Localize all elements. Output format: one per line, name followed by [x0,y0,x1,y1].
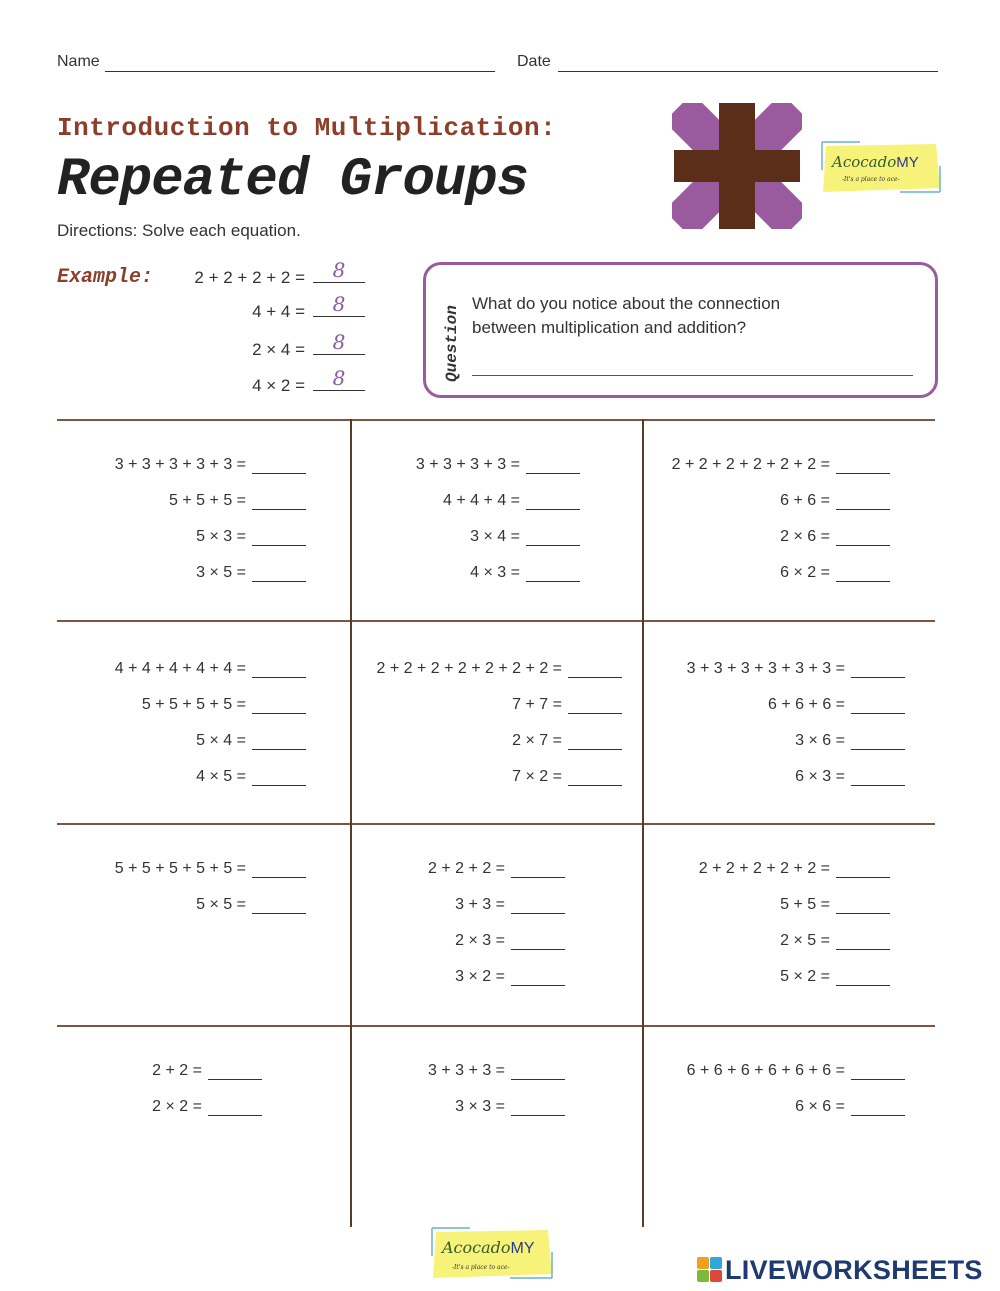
answer-blank[interactable] [252,699,306,714]
equation-row [196,732,306,750]
liveworksheets-icon [697,1257,723,1283]
answer-blank[interactable] [836,863,890,878]
liveworksheets-brand: LIVEWORKSHEETS [725,1255,983,1285]
answer-blank[interactable] [836,495,890,510]
equation-row [795,1098,905,1116]
grid-hline [57,823,935,825]
equation-row [443,492,580,510]
equation-text: 6 + 6 = [780,492,830,509]
equation-row [152,1062,262,1080]
equation-row [142,696,306,714]
equation-row [455,1098,565,1116]
answer-blank[interactable] [851,663,905,678]
logo-text-a: Acocado [832,153,897,171]
answer-blank[interactable] [851,1101,905,1116]
equation-text: 6 + 6 + 6 = [768,696,845,713]
subtitle: Introduction to Multiplication: [57,113,557,143]
directions: Directions: Solve each equation. [57,221,301,240]
equation-row [169,492,306,510]
name-field[interactable] [105,71,495,72]
answer-blank[interactable] [836,899,890,914]
question-text-line2: between multiplication and addition? [472,318,747,337]
equation-text: 3 × 4 = [470,528,520,545]
example-answer: 8 [313,260,365,283]
equation-text: 2 × 6 = [780,528,830,545]
equation-row [196,896,306,914]
answer-blank[interactable] [836,531,890,546]
answer-blank[interactable] [568,735,622,750]
example-label: Example: [57,266,154,289]
equation-row [428,1062,565,1080]
equation-row [115,456,306,474]
equation-row [795,768,905,786]
equation-row [768,696,905,714]
answer-blank[interactable] [851,735,905,750]
equation-text: 2 × 5 = [780,932,830,949]
equation-text: 3 × 2 = [455,968,505,985]
answer-blank[interactable] [252,863,306,878]
equation-text: 2 + 2 + 2 = [428,860,505,877]
equation-row [512,768,622,786]
equation-text: 2 + 2 + 2 + 2 + 2 + 2 = [671,456,830,473]
answer-blank[interactable] [851,1065,905,1080]
answer-blank[interactable] [252,531,306,546]
equation-row [780,492,890,510]
equation-text: 3 + 3 + 3 + 3 + 3 + 3 = [686,660,845,677]
answer-blank[interactable] [851,771,905,786]
answer-blank[interactable] [836,971,890,986]
equation-text: 3 + 3 + 3 + 3 = [415,456,520,473]
equation-text: 5 × 3 = [196,528,246,545]
answer-blank[interactable] [252,663,306,678]
example-answer: 8 [313,368,365,391]
example-answer: 8 [313,294,365,317]
logo-text-a: Acocado [442,1238,511,1257]
equation-row [780,896,890,914]
equation-text: 7 × 2 = [512,768,562,785]
answer-blank[interactable] [511,971,565,986]
equation-row [795,732,905,750]
answer-blank[interactable] [836,459,890,474]
answer-blank[interactable] [526,531,580,546]
example-equation: 2 + 2 + 2 + 2 = [194,268,305,287]
equation-row [780,932,890,950]
equation-row [455,896,565,914]
answer-blank[interactable] [252,495,306,510]
brand-logo [820,140,942,196]
grid-hline [57,1025,935,1027]
answer-blank[interactable] [208,1101,262,1116]
equation-row [416,456,580,474]
equation-row [780,564,890,582]
equation-row [512,696,622,714]
equation-row [196,768,306,786]
equation-text: 3 × 3 = [455,1098,505,1115]
equation-text: 4 + 4 + 4 = [443,492,520,509]
answer-blank[interactable] [252,735,306,750]
equation-row [455,932,565,950]
equation-row [377,660,622,678]
answer-blank[interactable] [526,495,580,510]
grid-hline [57,620,935,622]
grid-vline [350,419,352,1227]
equation-text: 4 × 3 = [470,564,520,581]
equation-text: 6 + 6 + 6 + 6 + 6 + 6 = [686,1062,845,1079]
equation-row [699,860,890,878]
logo-text-b: MY [896,154,919,171]
answer-blank[interactable] [836,935,890,950]
equation-row [687,660,905,678]
example-equation: 4 × 2 = [252,376,305,395]
answer-blank[interactable] [252,899,306,914]
equation-text: 3 + 3 = [455,896,505,913]
answer-blank[interactable] [511,863,565,878]
example-equation: 4 + 4 = [252,302,305,321]
equation-row [780,528,890,546]
example-equation: 2 × 4 = [252,340,305,359]
answer-blank[interactable] [252,771,306,786]
name-label: Name [57,53,100,70]
equation-row [455,968,565,986]
equation-row [115,860,306,878]
equation-row [470,528,580,546]
equation-text: 5 + 5 = [780,896,830,913]
equation-text: 2 + 2 + 2 + 2 + 2 = [698,860,830,877]
footer-logo [430,1226,554,1282]
answer-blank[interactable] [526,459,580,474]
equation-text: 6 × 2 = [780,564,830,581]
equation-text: 2 × 2 = [152,1098,202,1115]
question-text-line1: What do you notice about the connection [472,294,781,313]
equation-text: 7 + 7 = [512,696,562,713]
equation-text: 5 + 5 + 5 + 5 = [141,696,246,713]
answer-blank[interactable] [511,1101,565,1116]
answer-blank[interactable] [208,1065,262,1080]
question-answer-field[interactable] [472,375,913,376]
equation-text: 2 + 2 + 2 + 2 + 2 + 2 + 2 = [376,660,562,677]
equation-text: 5 + 5 + 5 = [169,492,246,509]
answer-blank[interactable] [511,899,565,914]
equation-row [196,528,306,546]
equation-text: 4 + 4 + 4 + 4 + 4 = [114,660,246,677]
equation-text: 5 + 5 + 5 + 5 + 5 = [114,860,246,877]
equation-row [428,860,565,878]
asterisk-icon [672,103,802,229]
equation-text: 5 × 4 = [196,732,246,749]
equation-text: 2 × 3 = [455,932,505,949]
logo-tagline: -It's a place to ace- [842,176,900,183]
answer-blank[interactable] [836,567,890,582]
answer-blank[interactable] [526,567,580,582]
equation-row [152,1098,262,1116]
answer-blank[interactable] [511,935,565,950]
answer-blank[interactable] [851,699,905,714]
answer-blank[interactable] [568,771,622,786]
equation-row [687,1062,905,1080]
logo-tagline: -It's a place to ace- [452,1264,510,1271]
equation-text: 3 × 6 = [795,732,845,749]
equation-text: 2 × 7 = [512,732,562,749]
equation-row [672,456,890,474]
equation-text: 3 + 3 + 3 = [428,1062,505,1079]
question-label: Question [443,305,461,382]
answer-blank[interactable] [568,663,622,678]
equation-text: 4 × 5 = [196,768,246,785]
equation-row [780,968,890,986]
page-title: Repeated Groups [57,150,529,211]
equation-text: 5 × 2 = [780,968,830,985]
equation-text: 5 × 5 = [196,896,246,913]
grid-vline [642,419,644,1227]
equation-row [470,564,580,582]
equation-row [115,660,306,678]
answer-blank[interactable] [252,567,306,582]
answer-blank[interactable] [511,1065,565,1080]
date-field[interactable] [558,71,938,72]
equation-text: 6 × 3 = [795,768,845,785]
equation-text: 3 × 5 = [196,564,246,581]
answer-blank[interactable] [568,699,622,714]
logo-text-b: MY [510,1240,535,1257]
equation-text: 3 + 3 + 3 + 3 + 3 = [114,456,246,473]
equation-row [196,564,306,582]
equation-text: 6 × 6 = [795,1098,845,1115]
date-label: Date [517,53,551,70]
grid-hline [57,419,935,421]
equation-row [512,732,622,750]
equation-text: 2 + 2 = [152,1062,202,1079]
answer-blank[interactable] [252,459,306,474]
example-answer: 8 [313,332,365,355]
